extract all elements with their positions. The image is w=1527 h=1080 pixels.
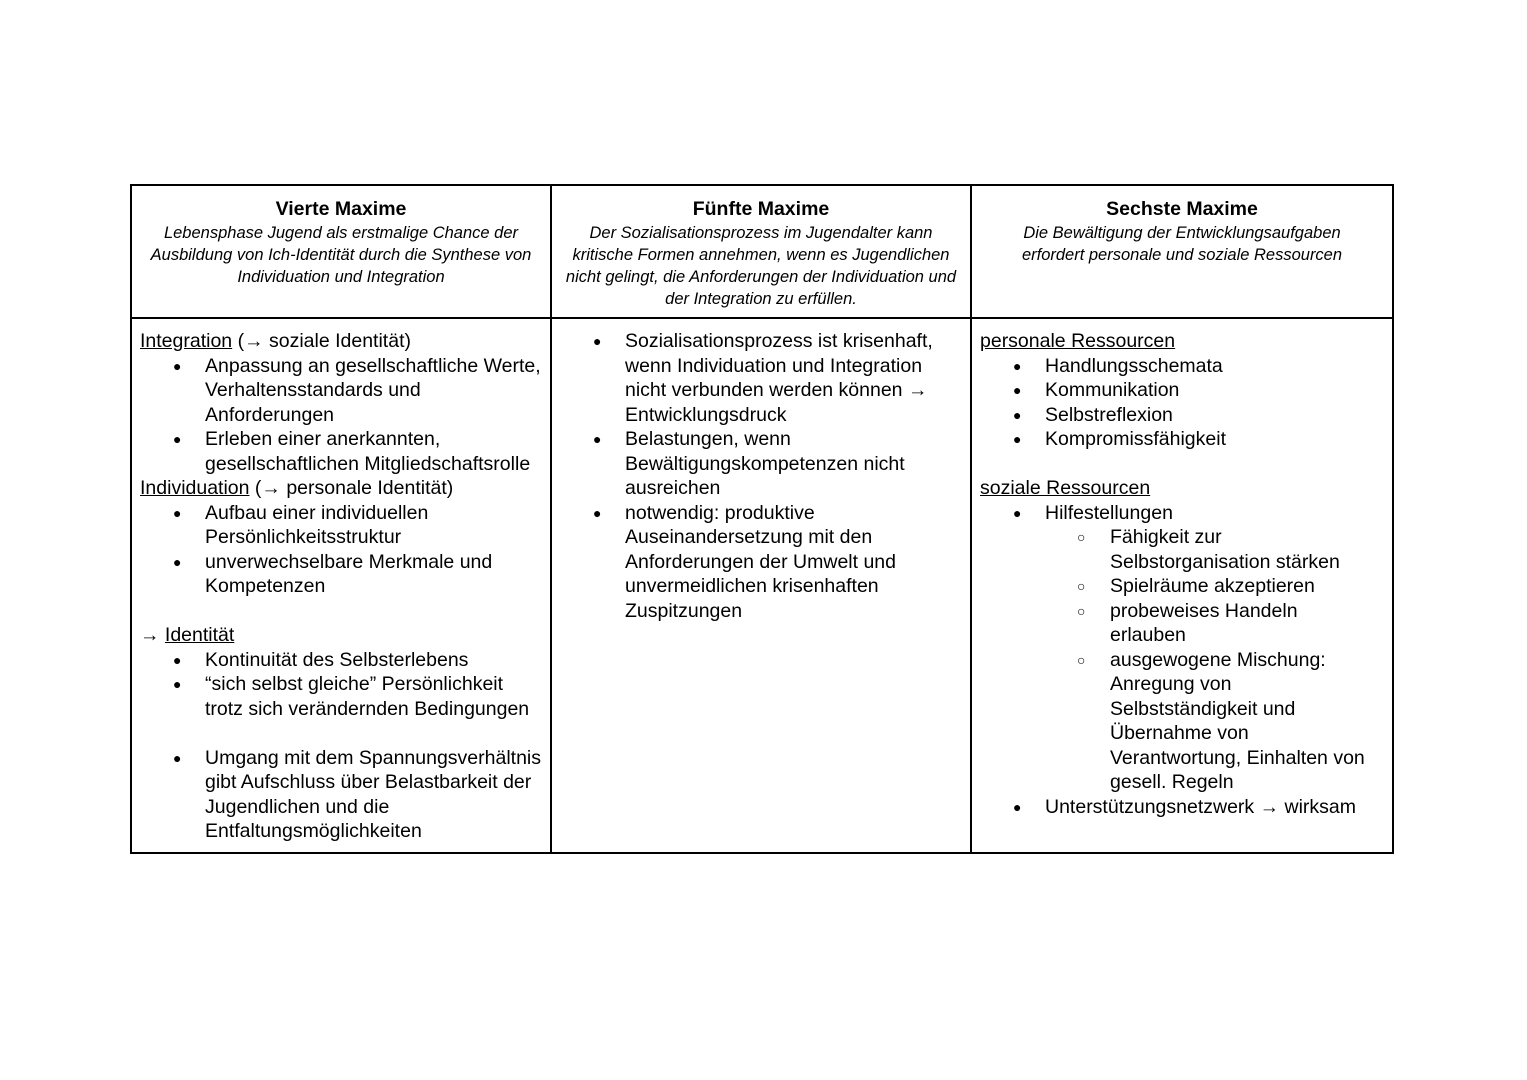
list-item: ○ probeweises Handeln erlauben [980, 599, 1384, 648]
maxim-6-title: Sechste Maxime [1106, 198, 1258, 220]
header-row [131, 185, 1393, 318]
maxim-5-subtitle: Der Sozialisationsprozess im Jugendalter kann kritische Formen annehmen, wenn es Jugendlichen nicht gelingt, die Anforderungen der Individuation und der Integration zu erfüllen. [565, 224, 957, 308]
content-row [131, 318, 1393, 853]
list-item [980, 501, 1384, 526]
list-item: ● Umgang mit dem Spannungsverhältnis gibt Aufschluss über Belastbarkeit der Jugendlichen und die Entfaltungsmöglichkeiten [140, 746, 542, 844]
maxims-table [130, 184, 1394, 854]
arrow-icon: → [140, 624, 165, 646]
integration-note: (→ soziale Identität) [232, 330, 411, 352]
identity-list [140, 648, 542, 722]
list-item: ● Anpassung an gesellschaftliche Werte, Verhaltensstandards und Anforderungen [140, 354, 542, 428]
personal-resources-heading [980, 329, 1384, 354]
personal-resources-label: personale Ressourcen [980, 330, 1176, 352]
integration-list [140, 354, 542, 477]
list-item: ○ Spielräume akzeptieren [980, 574, 1384, 599]
individuation-heading [140, 476, 542, 501]
header-cell-6 [971, 185, 1393, 318]
list-item: ● notwendig: produktive Auseinandersetzung mit den Anforderungen der Umwelt und unvermeidlichen krisenhaften Zuspitzungen [560, 501, 962, 624]
list-item: ● Selbstreflexion [980, 403, 1384, 428]
social-resources-heading [980, 476, 1384, 501]
list-item: ● Aufbau einer individuellen Persönlichkeitsstruktur [140, 501, 542, 550]
maxim-6-subtitle: Die Bewältigung der Entwicklungsaufgaben erfordert personale und soziale Ressourcen [1021, 224, 1343, 264]
tension-list [140, 746, 542, 844]
list-item: ● “sich selbst gleiche” Persönlichkeit trotz sich verändernden Bedingungen [140, 672, 542, 721]
maxim-5-title: Fünfte Maxime [692, 198, 830, 220]
list-item: ● Handlungsschemata [980, 354, 1384, 379]
individuation-note: (→ personale Identität) [249, 477, 454, 499]
list-item: ● Sozialisationsprozess ist krisenhaft, wenn Individuation und Integration nicht verbunden werden können → Entwicklungsdruck [560, 329, 962, 427]
help-item-label: Hilfestellungen [1045, 501, 1173, 524]
list-item: ○ Fähigkeit zur Selbstorganisation stärken [980, 525, 1384, 574]
identity-label: Identität [164, 624, 235, 646]
content-cell-4 [131, 318, 551, 853]
help-sublist [980, 525, 1384, 795]
maxim-4-title: Vierte Maxime [275, 198, 407, 220]
header-cell-5 [551, 185, 971, 318]
list-item: ● Kontinuität des Selbsterlebens [140, 648, 542, 673]
list-item: ○ ausgewogene Mischung: Anregung von Selbstständigkeit und Übernahme von Verantwortung, Einhalten von gesell. Regeln [980, 648, 1384, 795]
integration-label: Integration [140, 330, 233, 352]
list-item: ● Kommunikation [980, 378, 1384, 403]
maxim-4-subtitle: Lebensphase Jugend als erstmalige Chance der Ausbildung von Ich-Identität durch die Synthese von Individuation und Integration [150, 224, 532, 286]
social-resources-label: soziale Ressourcen [980, 477, 1151, 499]
crisis-list [560, 329, 962, 623]
individuation-label: Individuation [140, 477, 250, 499]
identity-heading [140, 623, 542, 648]
header-cell-4 [131, 185, 551, 318]
list-item: ● Unterstützungsnetzwerk → wirksam [980, 795, 1384, 820]
integration-heading [140, 329, 542, 354]
social-resources-list [980, 501, 1384, 526]
list-item: ● unverwechselbare Merkmale und Kompetenzen [140, 550, 542, 599]
content-cell-5 [551, 318, 971, 853]
individuation-list [140, 501, 542, 599]
list-item: ● Kompromissfähigkeit [980, 427, 1384, 452]
list-item: ● Erleben einer anerkannten, gesellschaftlichen Mitgliedschaftsrolle [140, 427, 548, 476]
network-list [980, 795, 1384, 820]
list-item: ● Belastungen, wenn Bewältigungskompetenzen nicht ausreichen [560, 427, 962, 501]
content-cell-6 [971, 318, 1393, 853]
personal-resources-list [980, 354, 1384, 452]
